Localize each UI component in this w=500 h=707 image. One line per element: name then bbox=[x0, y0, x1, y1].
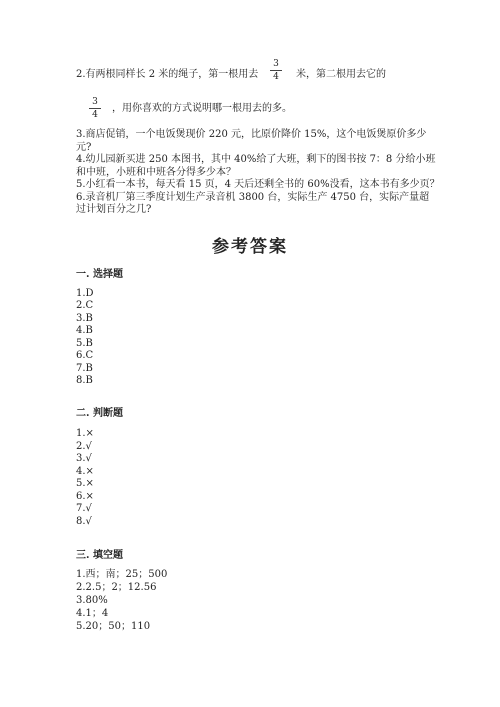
answer-item: 3.√ bbox=[76, 453, 92, 464]
answer-item: 2.C bbox=[76, 300, 94, 311]
fraction-denominator: 4 bbox=[92, 110, 98, 120]
section-heading-judgment: 二. 判断题 bbox=[76, 408, 123, 419]
problem-4-line-1: 4.幼儿园新买进 250 本图书，其中 40%给了大班，剩下的图书按 7：8 分给小班 bbox=[76, 154, 436, 165]
answer-item: 8.√ bbox=[76, 516, 92, 527]
fraction-denominator: 4 bbox=[273, 72, 279, 82]
answer-item: 5.× bbox=[76, 478, 94, 489]
problem-6-line-2: 过计划百分之几? bbox=[76, 204, 152, 215]
answer-item: 6.C bbox=[76, 350, 94, 361]
problem-5-text: 5.小红看一本书，每天看 15 页，4 天后还剩全书的 60%没看，这本书有多少页？ bbox=[76, 179, 440, 190]
fraction-numerator: 3 bbox=[273, 59, 279, 69]
answer-title: 参考答案 bbox=[212, 237, 288, 257]
answer-item: 4.B bbox=[76, 325, 93, 336]
fraction-bar bbox=[89, 108, 101, 109]
answer-item: 3.80% bbox=[76, 595, 108, 606]
problem-2-text-middle: 米，第二根用去它的 bbox=[296, 69, 386, 80]
answer-item: 1.西；南；25；500 bbox=[76, 569, 168, 580]
answer-item: 3.B bbox=[76, 313, 93, 324]
problem-2-text-end: ，用你喜欢的方式说明哪一根用去的多。 bbox=[112, 103, 292, 114]
problem-3-line-2: 元? bbox=[76, 142, 92, 153]
answer-item: 7.B bbox=[76, 363, 93, 374]
answer-item: 6.× bbox=[76, 491, 94, 502]
answer-item: 2.2.5；2；12.56 bbox=[76, 582, 157, 593]
answer-item: 5.20；50；110 bbox=[76, 621, 151, 632]
answer-item: 1.× bbox=[76, 428, 94, 439]
answer-item: 7.√ bbox=[76, 503, 92, 514]
answer-item: 2.√ bbox=[76, 441, 92, 452]
answer-item: 4.× bbox=[76, 466, 94, 477]
answer-item: 4.1；4 bbox=[76, 608, 109, 619]
problem-3-line-1: 3.商店促销，一个电饭煲现价 220 元，比原价降价 15%，这个电饭煲原价多少 bbox=[76, 129, 427, 140]
problem-6-line-1: 6.录音机厂第三季度计划生产录音机 3800 台，实际生产 4750 台，实际产量超 bbox=[76, 192, 430, 203]
problem-2-text-start: 2.有两根同样长 2 米的绳子，第一根用去 bbox=[76, 69, 259, 80]
section-heading-choice: 一. 选择题 bbox=[76, 269, 123, 280]
fraction-numerator: 3 bbox=[92, 97, 98, 107]
problem-4-line-2: 和中班，小班和中班各分得多少本？ bbox=[76, 167, 236, 178]
answer-item: 5.B bbox=[76, 338, 93, 349]
answer-item: 1.D bbox=[76, 288, 94, 299]
fraction-three-quarters-2 bbox=[89, 97, 101, 120]
section-heading-fill-blank: 三. 填空题 bbox=[76, 550, 123, 561]
answer-item: 8.B bbox=[76, 375, 93, 386]
fraction-bar bbox=[270, 70, 282, 71]
fraction-three-quarters bbox=[270, 59, 282, 82]
